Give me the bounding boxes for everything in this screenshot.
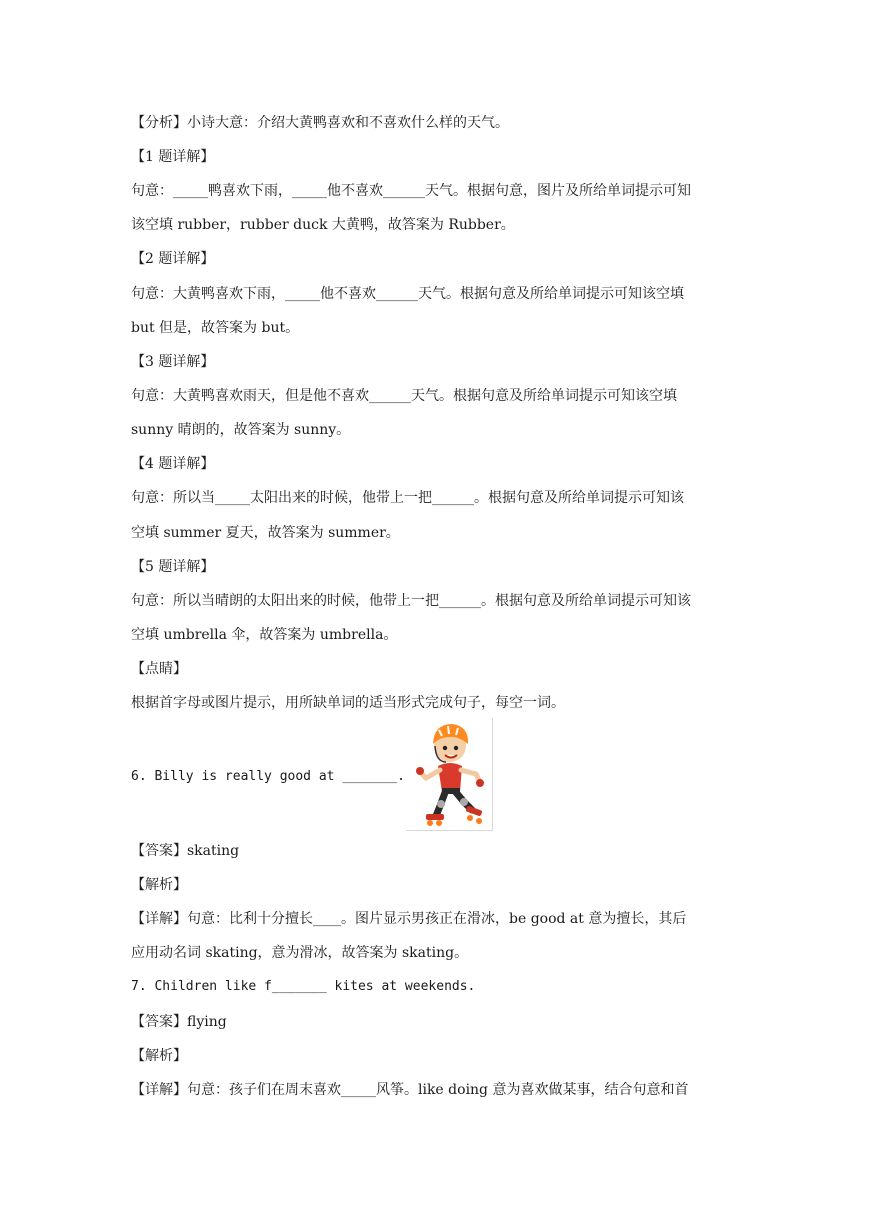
q3-text-line1: 句意：大黄鸭喜欢雨天，但是他不喜欢______天气。根据句意及所给单词提示可知该空填 <box>131 388 677 404</box>
q2-text-line1: 句意：大黄鸭喜欢下雨，_____他不喜欢______天气。根据句意及所给单词提示可知该空填 <box>131 286 684 302</box>
q5-text-line2: 空填 umbrella 伞，故答案为 umbrella。 <box>131 627 398 643</box>
q2-text-line2: but 但是，故答案为 but。 <box>131 320 300 336</box>
q3-heading: 【3 题详解】 <box>131 354 215 370</box>
q6-detail-line2: 应用动名词 skating，意为滑冰，故答案为 skating。 <box>131 945 469 961</box>
boy-roller-skating-image <box>406 718 493 831</box>
q7-detail-line1: 【详解】句意：孩子们在周末喜欢_____风筝。like doing 意为喜欢做某事，结合句意和首 <box>131 1082 689 1098</box>
q4-text-line2: 空填 summer 夏天，故答案为 summer。 <box>131 525 400 541</box>
q4-heading: 【4 题详解】 <box>131 456 215 472</box>
q7-question: 7. Children like f_______ kites at weekends. <box>131 979 476 994</box>
q2-heading: 【2 题详解】 <box>131 251 215 267</box>
instructions: 根据首字母或图片提示，用所缺单词的适当形式完成句子，每空一词。 <box>131 695 565 711</box>
q3-text-line2: sunny 晴朗的，故答案为 sunny。 <box>131 422 351 438</box>
q6-detail-line1: 【详解】句意：比利十分擅长____。图片显示男孩正在滑冰，be good at 意为擅长，其后 <box>131 911 687 927</box>
q7-answer: 【答案】flying <box>131 1014 227 1030</box>
tips-heading: 【点睛】 <box>131 661 187 677</box>
q6-question: 6. Billy is really good at _______. <box>131 769 405 784</box>
q5-heading: 【5 题详解】 <box>131 559 215 575</box>
q1-text-line1: 句意：_____鸭喜欢下雨，_____他不喜欢______天气。根据句意，图片及所给单词提示可知 <box>131 183 691 199</box>
analysis-summary: 【分析】小诗大意：介绍大黄鸭喜欢和不喜欢什么样的天气。 <box>131 115 509 131</box>
q6-analysis-heading: 【解析】 <box>131 877 187 893</box>
q1-text-line2: 该空填 rubber，rubber duck 大黄鸭，故答案为 Rubber。 <box>131 217 515 233</box>
q5-text-line1: 句意：所以当晴朗的太阳出来的时候，他带上一把______。根据句意及所给单词提示可知该 <box>131 593 691 609</box>
q6-answer: 【答案】skating <box>131 843 240 859</box>
q7-analysis-heading: 【解析】 <box>131 1048 187 1064</box>
q1-heading: 【1 题详解】 <box>131 149 215 165</box>
q4-text-line1: 句意：所以当_____太阳出来的时候，他带上一把______。根据句意及所给单词提示可知该 <box>131 490 684 506</box>
